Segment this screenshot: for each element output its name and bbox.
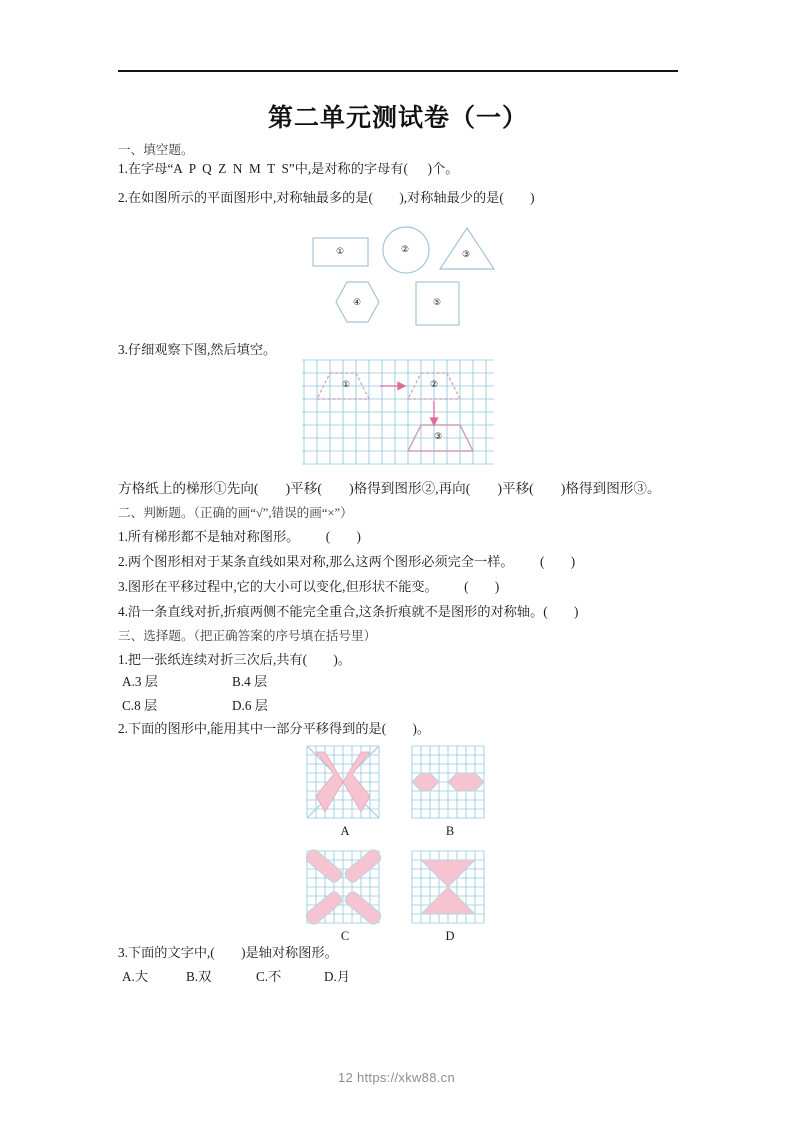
option-b-label: B bbox=[445, 824, 455, 838]
shapes-figure-svg bbox=[300, 222, 510, 332]
option-c-svg bbox=[305, 849, 385, 927]
choice-q1-option-c: C.8 层 bbox=[122, 698, 158, 713]
option-a-svg bbox=[305, 744, 385, 822]
translation-arrows bbox=[380, 383, 438, 426]
shape-label-1: ① bbox=[336, 247, 345, 257]
option-figure-a bbox=[305, 744, 385, 838]
choice-question-2: 2.下面的图形中,能用其中一部分平移得到的是( )。 bbox=[118, 721, 431, 736]
header-rule bbox=[118, 70, 678, 72]
fill-in-blank-question-2: 2.在如图所示的平面图形中,对称轴最多的是( ),对称轴最少的是( ) bbox=[118, 190, 535, 205]
choice-question-3: 3.下面的文字中,( )是轴对称图形。 bbox=[118, 945, 338, 960]
option-c-bar-bottom-left bbox=[305, 890, 344, 926]
choice-q3-option-d: D.月 bbox=[324, 969, 351, 984]
judgement-item-3: 3.图形在平移过程中,它的大小可以变化,但形状不能变。 ( ) bbox=[118, 579, 500, 594]
option-c-bar-top-left bbox=[305, 849, 344, 884]
choice-q2-options-row-1 bbox=[300, 744, 510, 839]
choice-q1-option-b: B.4 层 bbox=[232, 674, 268, 689]
fill-in-blank-question-1: 1.在字母“A P Q Z N M T S”中,是对称的字母有( )个。 bbox=[118, 161, 459, 176]
page-title: 第二单元测试卷（一） bbox=[267, 103, 528, 132]
option-d-svg bbox=[410, 849, 490, 927]
grid-label-1: ① bbox=[342, 380, 351, 390]
shapes-figure bbox=[300, 222, 510, 332]
grid-lines bbox=[302, 360, 494, 464]
option-figure-b bbox=[410, 744, 490, 838]
option-b-hexagon-left bbox=[412, 773, 439, 791]
option-c-bars bbox=[305, 849, 383, 926]
translation-grid-figure bbox=[302, 358, 494, 466]
shape-label-4: ④ bbox=[353, 298, 362, 308]
option-d-triangle-top bbox=[421, 860, 475, 887]
grid-label-3: ③ bbox=[434, 432, 443, 442]
shape-triangle bbox=[440, 228, 494, 269]
option-figure-c bbox=[305, 849, 385, 943]
option-d-triangle-bottom bbox=[421, 887, 475, 914]
choice-q3-option-a: A.大 bbox=[122, 969, 149, 984]
section-heading-judgement: 二、判断题。（正确的画“√”,错误的画“×”） bbox=[118, 506, 353, 520]
option-c-bar-top-right bbox=[343, 849, 383, 884]
choice-q1-option-d: D.6 层 bbox=[232, 698, 268, 713]
translation-grid-svg bbox=[302, 358, 494, 466]
option-b-hexagon-right bbox=[448, 773, 484, 791]
section-heading-choice: 三、选择题。（把正确答案的序号填在括号里） bbox=[118, 629, 377, 643]
option-a-label: A bbox=[340, 824, 350, 838]
choice-q1-option-a: A.3 层 bbox=[122, 674, 158, 689]
page-footer: 12 https://xkw88.cn bbox=[338, 1070, 455, 1085]
option-b-svg bbox=[410, 744, 490, 822]
option-c-label: C bbox=[340, 929, 350, 943]
section-heading-fill-in-blank: 一、填空题。 bbox=[118, 143, 194, 157]
choice-q3-option-c: C.不 bbox=[256, 969, 282, 984]
judgement-item-1: 1.所有梯形都不是轴对称图形。 ( ) bbox=[118, 529, 361, 544]
judgement-item-2: 2.两个图形相对于某条直线如果对称,那么这两个图形必须完全一样。 ( ) bbox=[118, 554, 576, 569]
choice-q3-option-b: B.双 bbox=[186, 969, 212, 984]
option-d-label: D bbox=[445, 929, 455, 943]
choice-q2-options-row-2 bbox=[300, 849, 510, 944]
shape-label-2: ② bbox=[401, 245, 410, 255]
choice-question-1: 1.把一张纸连续对折三次后,共有( )。 bbox=[118, 652, 351, 667]
option-figure-d bbox=[410, 849, 490, 943]
fill-in-blank-question-3-answer-line: 方格纸上的梯形①先向( )平移( )格得到图形②,再向( )平移( )格得到图形③。 bbox=[118, 481, 661, 496]
shape-label-5: ⑤ bbox=[433, 298, 442, 308]
judgement-item-4: 4.沿一条直线对折,折痕两侧不能完全重合,这条折痕就不是图形的对称轴。( ) bbox=[118, 604, 579, 619]
grid-label-2: ② bbox=[430, 380, 439, 390]
shape-label-3: ③ bbox=[462, 250, 471, 260]
option-c-bar-bottom-right bbox=[343, 890, 383, 926]
fill-in-blank-question-3: 3.仔细观察下图,然后填空。 bbox=[118, 342, 277, 357]
